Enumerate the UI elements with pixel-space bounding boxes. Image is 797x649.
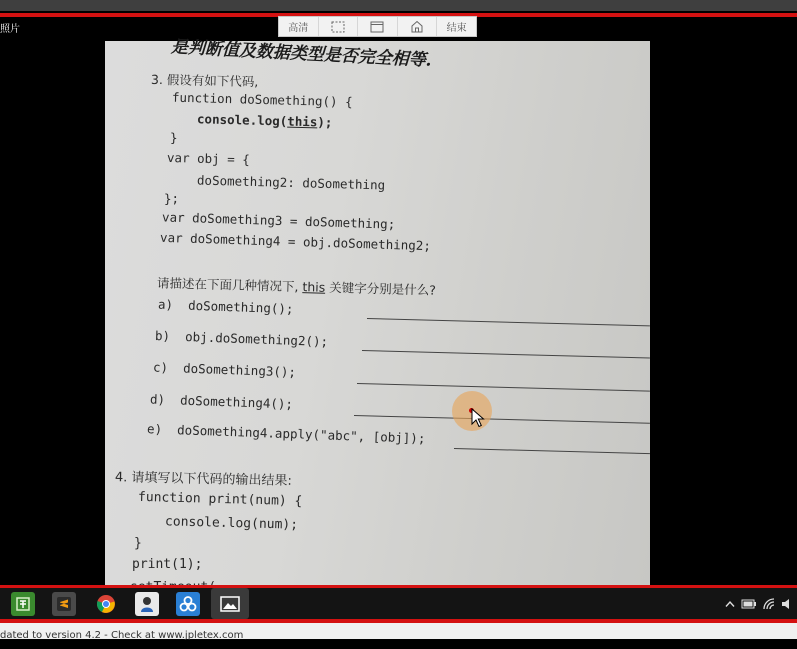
document-photo [105,37,650,587]
code-line: var obj = { [166,149,250,168]
status-bar: dated to version 4.2 - Check at www.jpletex.com [0,623,797,639]
app-title: 照片 [0,24,20,35]
code-line: } [134,536,142,551]
code-line: console.log(this); [196,111,333,130]
question-3-header: 3. 假设有如下代码, [150,71,259,90]
code-line: var doSomething3 = doSomething; [161,209,396,232]
dashed-square-icon [331,21,345,33]
sublime-text-icon [56,596,72,612]
region-select-button[interactable] [319,17,359,36]
code-line: var doSomething4 = obj.doSomething2; [159,229,432,254]
answer-line-b [362,350,650,359]
option-a: a) doSomething(); [157,296,294,317]
taskbar-app-network[interactable] [176,592,200,616]
option-b: b) obj.doSomething2(); [154,327,329,350]
taskbar-app-photos[interactable] [211,588,249,619]
wifi-icon[interactable] [763,598,775,610]
end-button[interactable]: 结束 [446,23,467,34]
green-app-icon [15,596,31,612]
option-d: d) doSomething4(); [149,391,294,412]
home-icon [410,20,424,33]
window-select-button[interactable] [358,17,398,36]
option-e: e) doSomething4.apply("abc", [obj]); [146,421,426,446]
window-icon [370,21,384,33]
question-3-prompt: 请描述在下面几种情况下, this 关键字分别是什么? [156,275,437,298]
code-line: print(1); [132,557,203,572]
taskbar-app-sublime[interactable] [52,592,76,616]
battery-icon[interactable] [741,599,757,609]
chevron-up-icon[interactable] [725,600,735,608]
taskbar-app-chrome[interactable] [94,592,118,616]
answer-line-a [367,318,650,326]
photos-icon [220,596,240,612]
code-line: function print(num) { [137,489,303,510]
code-line: } [170,130,178,145]
answer-line-c [357,383,650,392]
network-icon [179,596,197,612]
mouse-pointer-icon [471,408,485,428]
answer-line-d [354,415,650,424]
hd-button[interactable]: 高清 [279,17,319,36]
screen-record-toolbar [278,16,477,37]
chrome-icon [96,594,116,614]
option-c: c) doSomething3(); [152,359,297,380]
question-4-header: 4. 请填写以下代码的输出结果: [114,470,293,489]
system-tray [725,588,791,619]
person-icon [139,595,155,613]
taskbar [0,588,797,619]
code-line: }; [164,191,180,206]
home-button[interactable] [398,17,438,36]
code-line: doSomething2: doSomething [196,172,386,193]
code-line: console.log(num); [164,514,299,533]
answer-line-e [454,448,650,454]
handwritten-note: 是判断值及数据类型是否完全相等. [170,37,433,71]
taskbar-app-green[interactable] [11,592,35,616]
volume-icon[interactable] [781,598,791,610]
window-top-strip [0,0,797,11]
code-line: function doSomething() { [171,89,353,110]
taskbar-app-avatar[interactable] [135,592,159,616]
